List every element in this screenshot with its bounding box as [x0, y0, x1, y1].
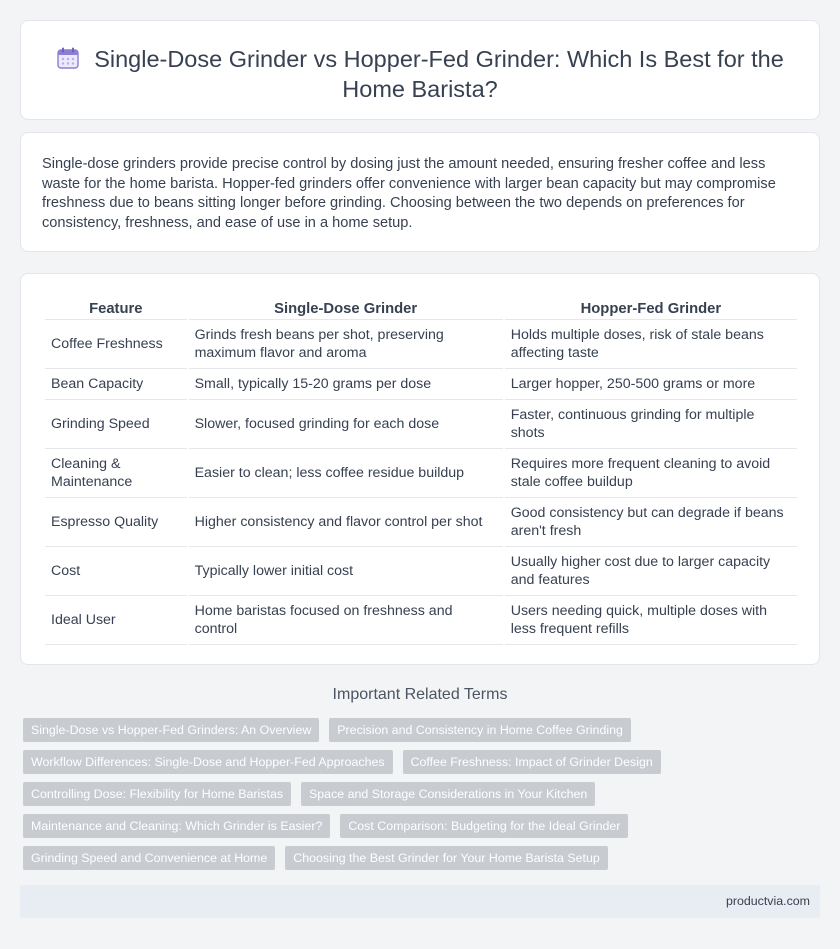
related-term-tag[interactable]: Cost Comparison: Budgeting for the Ideal Grinder [340, 814, 628, 838]
table-row [45, 400, 797, 449]
related-term-tag[interactable]: Space and Storage Considerations in Your Kitchen [301, 782, 595, 806]
intro-card [20, 132, 820, 252]
table-cell-single-dose: Higher consistency and flavor control per shot [189, 498, 503, 547]
tag-row [23, 782, 823, 806]
table-cell-hopper-fed: Faster, continuous grinding for multiple shots [505, 400, 797, 449]
table-cell-feature: Cleaning & Maintenance [45, 449, 187, 498]
table-cell-hopper-fed: Holds multiple doses, risk of stale beans affecting taste [505, 320, 797, 369]
related-term-tag[interactable]: Coffee Freshness: Impact of Grinder Design [403, 750, 661, 774]
footer [20, 885, 820, 918]
table-row [45, 369, 797, 400]
title-wrap [51, 44, 789, 104]
table-cell-single-dose: Typically lower initial cost [189, 547, 503, 596]
table-cell-hopper-fed: Larger hopper, 250-500 grams or more [505, 369, 797, 400]
table-cell-feature: Espresso Quality [45, 498, 187, 547]
related-term-tag[interactable]: Maintenance and Cleaning: Which Grinder is Easier? [23, 814, 330, 838]
tag-row [23, 846, 823, 870]
table-cell-single-dose: Small, typically 15-20 grams per dose [189, 369, 503, 400]
table-row [45, 498, 797, 547]
table-cell-single-dose: Easier to clean; less coffee residue buildup [189, 449, 503, 498]
table-cell-single-dose: Slower, focused grinding for each dose [189, 400, 503, 449]
table-cell-hopper-fed: Usually higher cost due to larger capacity and features [505, 547, 797, 596]
table-row [45, 596, 797, 645]
table-cell-hopper-fed: Good consistency but can degrade if beans aren't fresh [505, 498, 797, 547]
comparison-table [43, 296, 799, 645]
tag-row [23, 814, 823, 838]
table-header-row [45, 296, 797, 320]
table-cell-hopper-fed: Users needing quick, multiple doses with less frequent refills [505, 596, 797, 645]
tag-row [23, 750, 823, 774]
footer-site[interactable]: productvia.com [725, 894, 810, 908]
table-cell-feature: Bean Capacity [45, 369, 187, 400]
header-hopper-fed: Hopper-Fed Grinder [505, 296, 797, 320]
comparison-table-card [20, 273, 820, 665]
tag-row [23, 718, 823, 742]
table-cell-feature: Ideal User [45, 596, 187, 645]
header-feature: Feature [45, 296, 187, 320]
related-term-tag[interactable]: Workflow Differences: Single-Dose and Hopper-Fed Approaches [23, 750, 393, 774]
related-term-tag[interactable]: Controlling Dose: Flexibility for Home Baristas [23, 782, 291, 806]
related-term-tag[interactable]: Choosing the Best Grinder for Your Home Barista Setup [285, 846, 608, 870]
related-term-tag[interactable]: Precision and Consistency in Home Coffee Grinding [329, 718, 631, 742]
related-term-tag[interactable]: Grinding Speed and Convenience at Home [23, 846, 275, 870]
header-single-dose: Single-Dose Grinder [189, 296, 503, 320]
table-cell-single-dose: Home baristas focused on freshness and control [189, 596, 503, 645]
related-terms-title: Important Related Terms [332, 686, 508, 703]
intro-paragraph: Single-dose grinders provide precise control by dosing just the amount needed, ensuring fresher coffee and less waste for the home barista. Hopper-fed grinders offer convenience with larger bean capacity but may compromise freshness due to beans sitting longer before grinding. Choosing between the two depends on preferences for consistency, freshness, and ease of use in a home setup. [42, 156, 776, 231]
related-term-tag[interactable]: Single-Dose vs Hopper-Fed Grinders: An Overview [23, 718, 319, 742]
table-cell-feature: Grinding Speed [45, 400, 187, 449]
table-row [45, 449, 797, 498]
table-row [45, 320, 797, 369]
title-card [20, 20, 820, 120]
page-title: Single-Dose Grinder vs Hopper-Fed Grinder: Which Is Best for the Home Barista? [94, 46, 784, 102]
related-terms-list [23, 718, 823, 878]
table-cell-feature: Coffee Freshness [45, 320, 187, 369]
table-row [45, 547, 797, 596]
table-cell-single-dose: Grinds fresh beans per shot, preserving maximum flavor and aroma [189, 320, 503, 369]
table-cell-hopper-fed: Requires more frequent cleaning to avoid stale coffee buildup [505, 449, 797, 498]
table-cell-feature: Cost [45, 547, 187, 596]
calendar-icon [56, 46, 80, 70]
